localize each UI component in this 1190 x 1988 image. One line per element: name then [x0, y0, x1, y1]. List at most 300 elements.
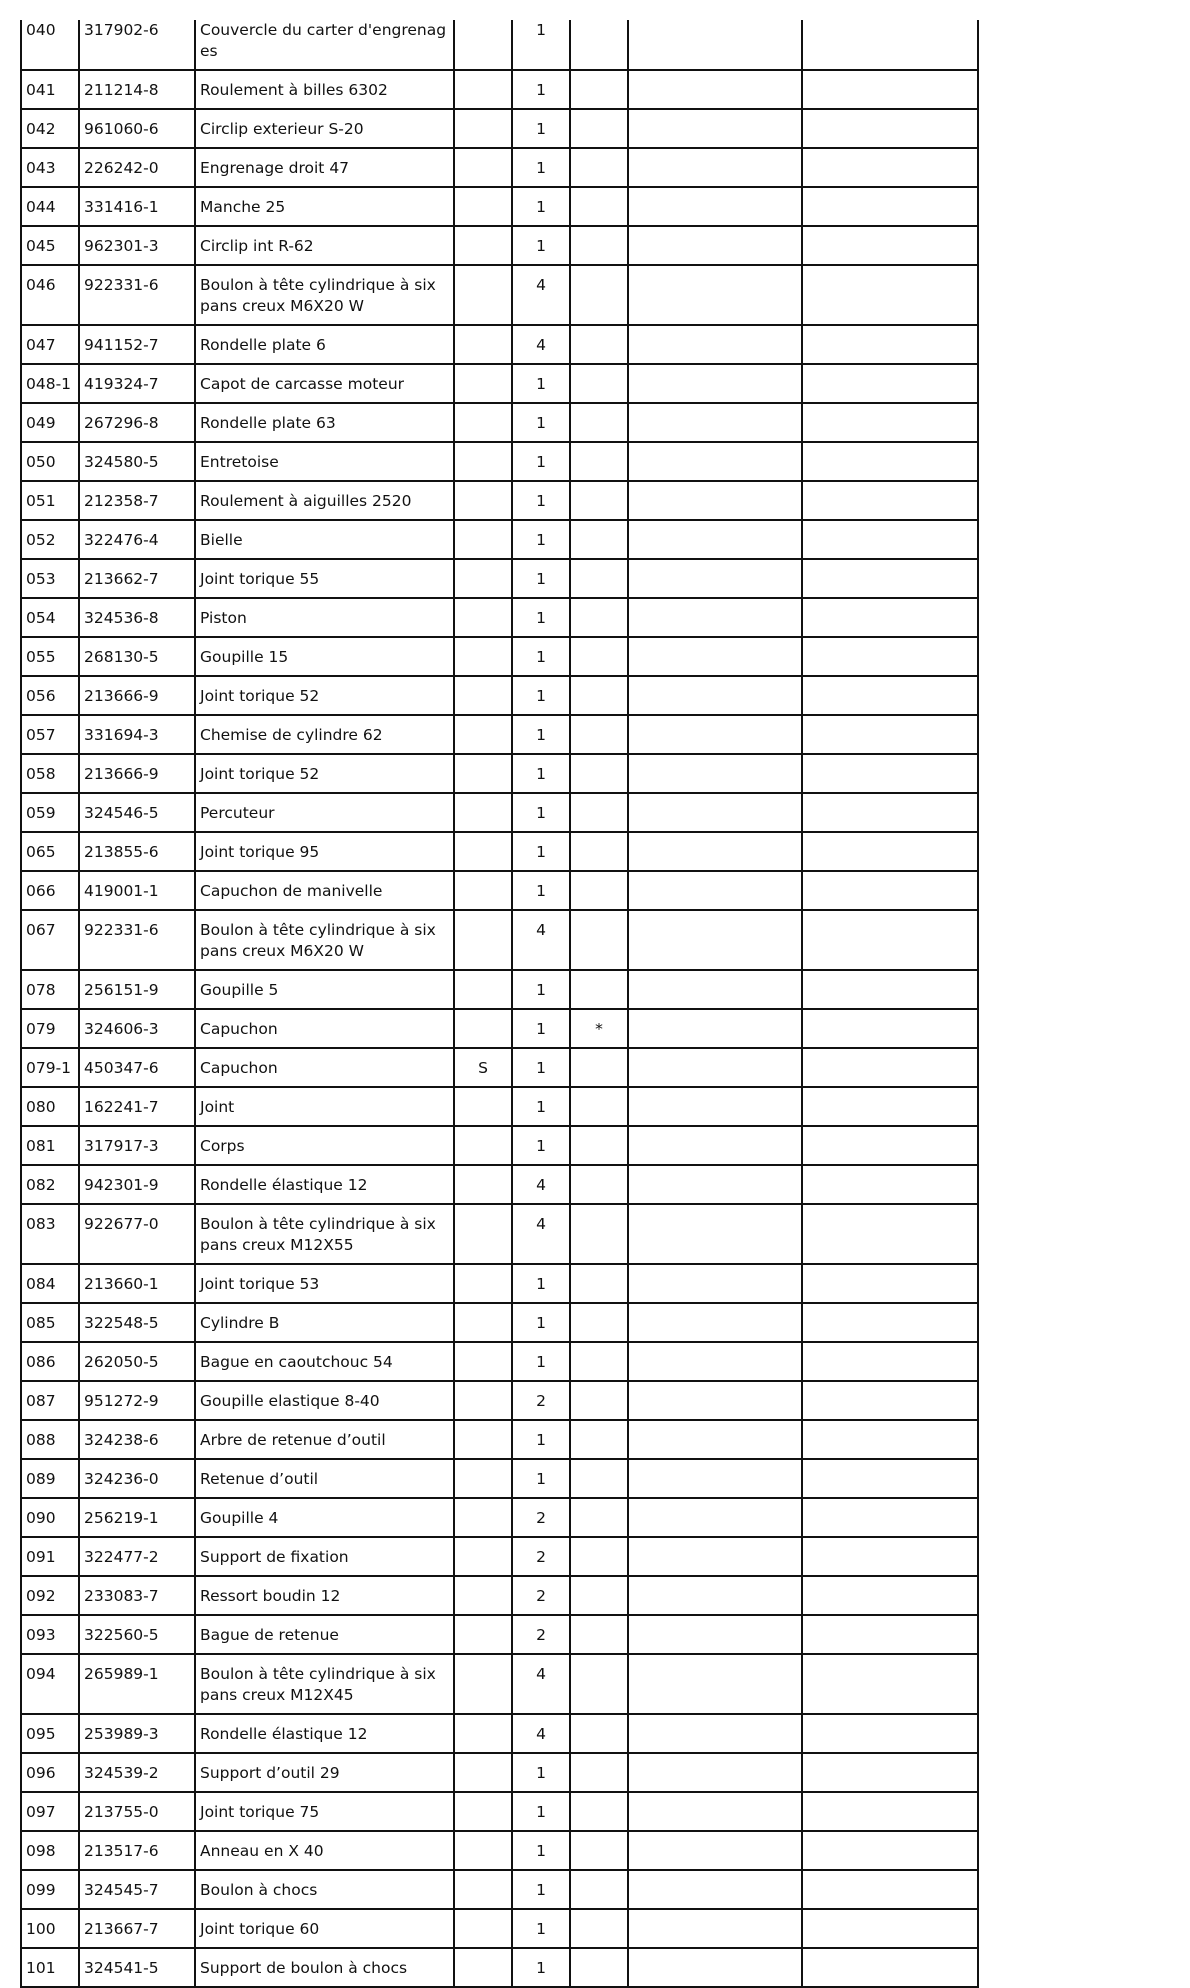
part-reference-cell: 962301-3 [79, 226, 195, 265]
flag-cell [454, 1654, 512, 1714]
note-cell [628, 265, 802, 325]
item-number-cell: 043 [21, 148, 79, 187]
quantity-cell: 1 [512, 520, 570, 559]
part-reference-cell: 322560-5 [79, 1615, 195, 1654]
part-reference-cell: 213755-0 [79, 1792, 195, 1831]
flag-cell [454, 109, 512, 148]
quantity-cell: 1 [512, 1303, 570, 1342]
part-reference-cell: 268130-5 [79, 637, 195, 676]
part-reference-cell: 322476-4 [79, 520, 195, 559]
flag-cell [454, 187, 512, 226]
remark-cell [802, 1459, 978, 1498]
mark-cell [570, 1870, 628, 1909]
note-cell [628, 637, 802, 676]
table-row [21, 1753, 978, 1792]
mark-cell [570, 793, 628, 832]
remark-cell [802, 265, 978, 325]
remark-cell [802, 364, 978, 403]
note-cell [628, 793, 802, 832]
remark-cell [802, 481, 978, 520]
table-row [21, 109, 978, 148]
part-description-cell: Support de boulon à chocs [195, 1948, 454, 1987]
remark-cell [802, 1537, 978, 1576]
item-number-cell: 078 [21, 970, 79, 1009]
note-cell [628, 1870, 802, 1909]
mark-cell [570, 1126, 628, 1165]
remark-cell [802, 910, 978, 970]
table-row [21, 20, 978, 70]
note-cell [628, 1792, 802, 1831]
table-row [21, 1870, 978, 1909]
part-description-cell: Goupille 4 [195, 1498, 454, 1537]
note-cell [628, 1048, 802, 1087]
part-reference-cell: 213662-7 [79, 559, 195, 598]
item-number-cell: 081 [21, 1126, 79, 1165]
table-row [21, 1342, 978, 1381]
part-description-cell: Goupille 15 [195, 637, 454, 676]
item-number-cell: 095 [21, 1714, 79, 1753]
remark-cell [802, 1087, 978, 1126]
quantity-cell: 4 [512, 910, 570, 970]
table-row [21, 1087, 978, 1126]
part-reference-cell: 226242-0 [79, 148, 195, 187]
remark-cell [802, 754, 978, 793]
table-row [21, 1420, 978, 1459]
table-row [21, 442, 978, 481]
table-row [21, 1303, 978, 1342]
item-number-cell: 040 [21, 20, 79, 70]
part-description-cell: Engrenage droit 47 [195, 148, 454, 187]
part-description-cell: Capuchon de manivelle [195, 871, 454, 910]
remark-cell [802, 1615, 978, 1654]
table-row [21, 793, 978, 832]
remark-cell [802, 1381, 978, 1420]
quantity-cell: 1 [512, 637, 570, 676]
item-number-cell: 092 [21, 1576, 79, 1615]
part-description-cell: Rondelle plate 6 [195, 325, 454, 364]
remark-cell [802, 1753, 978, 1792]
table-row [21, 1009, 978, 1048]
parts-table-body [21, 20, 978, 1987]
quantity-cell: 1 [512, 1753, 570, 1792]
note-cell [628, 1537, 802, 1576]
remark-cell [802, 1576, 978, 1615]
remark-cell [802, 1165, 978, 1204]
table-row [21, 403, 978, 442]
note-cell [628, 226, 802, 265]
quantity-cell: 1 [512, 148, 570, 187]
remark-cell [802, 1498, 978, 1537]
note-cell [628, 20, 802, 70]
part-reference-cell: 213667-7 [79, 1909, 195, 1948]
note-cell [628, 1009, 802, 1048]
note-cell [628, 1654, 802, 1714]
remark-cell [802, 325, 978, 364]
flag-cell [454, 1342, 512, 1381]
table-row [21, 559, 978, 598]
item-number-cell: 066 [21, 871, 79, 910]
item-number-cell: 052 [21, 520, 79, 559]
note-cell [628, 364, 802, 403]
part-description-cell: Joint torique 52 [195, 676, 454, 715]
quantity-cell: 1 [512, 1126, 570, 1165]
quantity-cell: 1 [512, 676, 570, 715]
quantity-cell: 4 [512, 1204, 570, 1264]
mark-cell [570, 109, 628, 148]
flag-cell [454, 265, 512, 325]
item-number-cell: 059 [21, 793, 79, 832]
item-number-cell: 054 [21, 598, 79, 637]
part-reference-cell: 262050-5 [79, 1342, 195, 1381]
item-number-cell: 046 [21, 265, 79, 325]
quantity-cell: 1 [512, 793, 570, 832]
note-cell [628, 1342, 802, 1381]
part-description-cell: Joint torique 55 [195, 559, 454, 598]
note-cell [628, 1165, 802, 1204]
table-row [21, 1498, 978, 1537]
item-number-cell: 041 [21, 70, 79, 109]
note-cell [628, 559, 802, 598]
part-reference-cell: 922331-6 [79, 265, 195, 325]
table-row [21, 1537, 978, 1576]
quantity-cell: 4 [512, 325, 570, 364]
remark-cell [802, 148, 978, 187]
remark-cell [802, 832, 978, 871]
mark-cell [570, 1615, 628, 1654]
quantity-cell: 1 [512, 1420, 570, 1459]
note-cell [628, 1420, 802, 1459]
item-number-cell: 055 [21, 637, 79, 676]
flag-cell [454, 481, 512, 520]
quantity-cell: 1 [512, 1342, 570, 1381]
mark-cell [570, 403, 628, 442]
remark-cell [802, 1342, 978, 1381]
mark-cell [570, 481, 628, 520]
part-reference-cell: 233083-7 [79, 1576, 195, 1615]
part-description-cell: Circlip exterieur S-20 [195, 109, 454, 148]
mark-cell [570, 148, 628, 187]
mark-cell [570, 1048, 628, 1087]
part-description-cell: Ressort boudin 12 [195, 1576, 454, 1615]
remark-cell [802, 1654, 978, 1714]
item-number-cell: 088 [21, 1420, 79, 1459]
quantity-cell: 2 [512, 1537, 570, 1576]
part-description-cell: Joint torique 52 [195, 754, 454, 793]
item-number-cell: 056 [21, 676, 79, 715]
item-number-cell: 067 [21, 910, 79, 970]
part-description-cell: Boulon à tête cylindrique à six pans creux M12X55 [195, 1204, 454, 1264]
mark-cell [570, 1342, 628, 1381]
note-cell [628, 871, 802, 910]
part-description-cell: Joint [195, 1087, 454, 1126]
quantity-cell: 1 [512, 1792, 570, 1831]
flag-cell [454, 754, 512, 793]
note-cell [628, 481, 802, 520]
remark-cell [802, 715, 978, 754]
table-row [21, 481, 978, 520]
mark-cell [570, 1948, 628, 1987]
part-reference-cell: 324536-8 [79, 598, 195, 637]
part-description-cell: Manche 25 [195, 187, 454, 226]
table-row [21, 325, 978, 364]
part-reference-cell: 317902-6 [79, 20, 195, 70]
mark-cell [570, 871, 628, 910]
item-number-cell: 049 [21, 403, 79, 442]
table-row [21, 1264, 978, 1303]
item-number-cell: 057 [21, 715, 79, 754]
mark-cell [570, 187, 628, 226]
item-number-cell: 091 [21, 1537, 79, 1576]
table-row [21, 676, 978, 715]
quantity-cell: 2 [512, 1381, 570, 1420]
table-row [21, 148, 978, 187]
part-reference-cell: 162241-7 [79, 1087, 195, 1126]
remark-cell [802, 1714, 978, 1753]
item-number-cell: 053 [21, 559, 79, 598]
table-row [21, 1654, 978, 1714]
quantity-cell: 1 [512, 715, 570, 754]
part-description-cell: Rondelle plate 63 [195, 403, 454, 442]
part-description-cell: Goupille 5 [195, 970, 454, 1009]
remark-cell [802, 520, 978, 559]
mark-cell [570, 1264, 628, 1303]
flag-cell [454, 20, 512, 70]
quantity-cell: 1 [512, 970, 570, 1009]
part-description-cell: Support d’outil 29 [195, 1753, 454, 1792]
part-reference-cell: 922331-6 [79, 910, 195, 970]
quantity-cell: 1 [512, 1048, 570, 1087]
flag-cell [454, 598, 512, 637]
part-description-cell: Roulement à aiguilles 2520 [195, 481, 454, 520]
remark-cell [802, 598, 978, 637]
table-row [21, 70, 978, 109]
quantity-cell: 1 [512, 364, 570, 403]
quantity-cell: 1 [512, 442, 570, 481]
part-description-cell: Boulon à tête cylindrique à six pans creux M12X45 [195, 1654, 454, 1714]
remark-cell [802, 70, 978, 109]
parts-table [20, 20, 979, 1988]
part-description-cell: Boulon à tête cylindrique à six pans creux M6X20 W [195, 265, 454, 325]
table-row [21, 637, 978, 676]
note-cell [628, 1498, 802, 1537]
note-cell [628, 187, 802, 226]
item-number-cell: 090 [21, 1498, 79, 1537]
part-description-cell: Capuchon [195, 1048, 454, 1087]
flag-cell [454, 70, 512, 109]
remark-cell [802, 871, 978, 910]
quantity-cell: 1 [512, 1948, 570, 1987]
part-description-cell: Circlip int R-62 [195, 226, 454, 265]
mark-cell [570, 1714, 628, 1753]
table-row [21, 1615, 978, 1654]
remark-cell [802, 1009, 978, 1048]
flag-cell [454, 832, 512, 871]
flag-cell [454, 1576, 512, 1615]
part-reference-cell: 256151-9 [79, 970, 195, 1009]
mark-cell [570, 1753, 628, 1792]
part-description-cell: Cylindre B [195, 1303, 454, 1342]
note-cell [628, 1381, 802, 1420]
part-description-cell: Support de fixation [195, 1537, 454, 1576]
mark-cell [570, 1087, 628, 1126]
table-row [21, 715, 978, 754]
flag-cell [454, 403, 512, 442]
part-reference-cell: 961060-6 [79, 109, 195, 148]
table-row [21, 910, 978, 970]
quantity-cell: 4 [512, 1714, 570, 1753]
flag-cell [454, 442, 512, 481]
flag-cell [454, 1459, 512, 1498]
flag-cell [454, 1204, 512, 1264]
part-reference-cell: 941152-7 [79, 325, 195, 364]
mark-cell [570, 970, 628, 1009]
remark-cell [802, 109, 978, 148]
note-cell [628, 109, 802, 148]
part-description-cell: Anneau en X 40 [195, 1831, 454, 1870]
flag-cell [454, 1498, 512, 1537]
part-description-cell: Goupille elastique 8-40 [195, 1381, 454, 1420]
flag-cell [454, 148, 512, 187]
flag-cell [454, 1126, 512, 1165]
item-number-cell: 058 [21, 754, 79, 793]
note-cell [628, 1909, 802, 1948]
remark-cell [802, 970, 978, 1009]
part-description-cell: Capuchon [195, 1009, 454, 1048]
part-description-cell: Joint torique 95 [195, 832, 454, 871]
table-row [21, 1126, 978, 1165]
part-reference-cell: 256219-1 [79, 1498, 195, 1537]
item-number-cell: 085 [21, 1303, 79, 1342]
remark-cell [802, 1303, 978, 1342]
remark-cell [802, 187, 978, 226]
part-description-cell: Joint torique 60 [195, 1909, 454, 1948]
flag-cell: S [454, 1048, 512, 1087]
quantity-cell: 1 [512, 481, 570, 520]
part-reference-cell: 213666-9 [79, 754, 195, 793]
quantity-cell: 1 [512, 754, 570, 793]
remark-cell [802, 1948, 978, 1987]
part-description-cell: Entretoise [195, 442, 454, 481]
flag-cell [454, 1537, 512, 1576]
quantity-cell: 1 [512, 20, 570, 70]
remark-cell [802, 793, 978, 832]
mark-cell [570, 1303, 628, 1342]
part-description-cell: Capot de carcasse moteur [195, 364, 454, 403]
part-reference-cell: 213855-6 [79, 832, 195, 871]
mark-cell [570, 520, 628, 559]
note-cell [628, 1615, 802, 1654]
quantity-cell: 1 [512, 1264, 570, 1303]
mark-cell [570, 442, 628, 481]
quantity-cell: 4 [512, 1654, 570, 1714]
flag-cell [454, 871, 512, 910]
part-reference-cell: 213517-6 [79, 1831, 195, 1870]
item-number-cell: 094 [21, 1654, 79, 1714]
quantity-cell: 4 [512, 1165, 570, 1204]
remark-cell [802, 1870, 978, 1909]
flag-cell [454, 715, 512, 754]
mark-cell [570, 265, 628, 325]
flag-cell [454, 1420, 512, 1459]
table-row [21, 754, 978, 793]
remark-cell [802, 1831, 978, 1870]
part-description-cell: Couvercle du carter d'engrenages [195, 20, 454, 70]
flag-cell [454, 1165, 512, 1204]
item-number-cell: 045 [21, 226, 79, 265]
remark-cell [802, 1204, 978, 1264]
part-description-cell: Chemise de cylindre 62 [195, 715, 454, 754]
item-number-cell: 083 [21, 1204, 79, 1264]
mark-cell [570, 1420, 628, 1459]
table-row [21, 1714, 978, 1753]
flag-cell [454, 637, 512, 676]
item-number-cell: 093 [21, 1615, 79, 1654]
part-reference-cell: 450347-6 [79, 1048, 195, 1087]
part-reference-cell: 324539-2 [79, 1753, 195, 1792]
item-number-cell: 080 [21, 1087, 79, 1126]
flag-cell [454, 325, 512, 364]
part-reference-cell: 324606-3 [79, 1009, 195, 1048]
mark-cell [570, 559, 628, 598]
table-row [21, 520, 978, 559]
mark-cell [570, 1498, 628, 1537]
part-reference-cell: 253989-3 [79, 1714, 195, 1753]
part-reference-cell: 322477-2 [79, 1537, 195, 1576]
flag-cell [454, 520, 512, 559]
note-cell [628, 148, 802, 187]
part-reference-cell: 419324-7 [79, 364, 195, 403]
remark-cell [802, 442, 978, 481]
item-number-cell: 100 [21, 1909, 79, 1948]
note-cell [628, 70, 802, 109]
table-row [21, 1165, 978, 1204]
flag-cell [454, 1009, 512, 1048]
flag-cell [454, 1615, 512, 1654]
part-reference-cell: 331694-3 [79, 715, 195, 754]
quantity-cell: 2 [512, 1576, 570, 1615]
mark-cell [570, 637, 628, 676]
quantity-cell: 1 [512, 70, 570, 109]
part-reference-cell: 324236-0 [79, 1459, 195, 1498]
part-description-cell: Arbre de retenue d’outil [195, 1420, 454, 1459]
remark-cell [802, 637, 978, 676]
table-row [21, 1576, 978, 1615]
quantity-cell: 1 [512, 1009, 570, 1048]
part-description-cell: Corps [195, 1126, 454, 1165]
remark-cell [802, 559, 978, 598]
part-description-cell: Boulon à chocs [195, 1870, 454, 1909]
table-row [21, 832, 978, 871]
mark-cell [570, 1576, 628, 1615]
part-description-cell: Bague de retenue [195, 1615, 454, 1654]
table-row [21, 364, 978, 403]
note-cell [628, 598, 802, 637]
part-reference-cell: 324238-6 [79, 1420, 195, 1459]
flag-cell [454, 910, 512, 970]
note-cell [628, 520, 802, 559]
table-row [21, 226, 978, 265]
mark-cell [570, 364, 628, 403]
part-reference-cell: 212358-7 [79, 481, 195, 520]
note-cell [628, 1264, 802, 1303]
quantity-cell: 1 [512, 1459, 570, 1498]
quantity-cell: 1 [512, 403, 570, 442]
note-cell [628, 910, 802, 970]
flag-cell [454, 1714, 512, 1753]
part-description-cell: Piston [195, 598, 454, 637]
flag-cell [454, 1303, 512, 1342]
quantity-cell: 1 [512, 559, 570, 598]
